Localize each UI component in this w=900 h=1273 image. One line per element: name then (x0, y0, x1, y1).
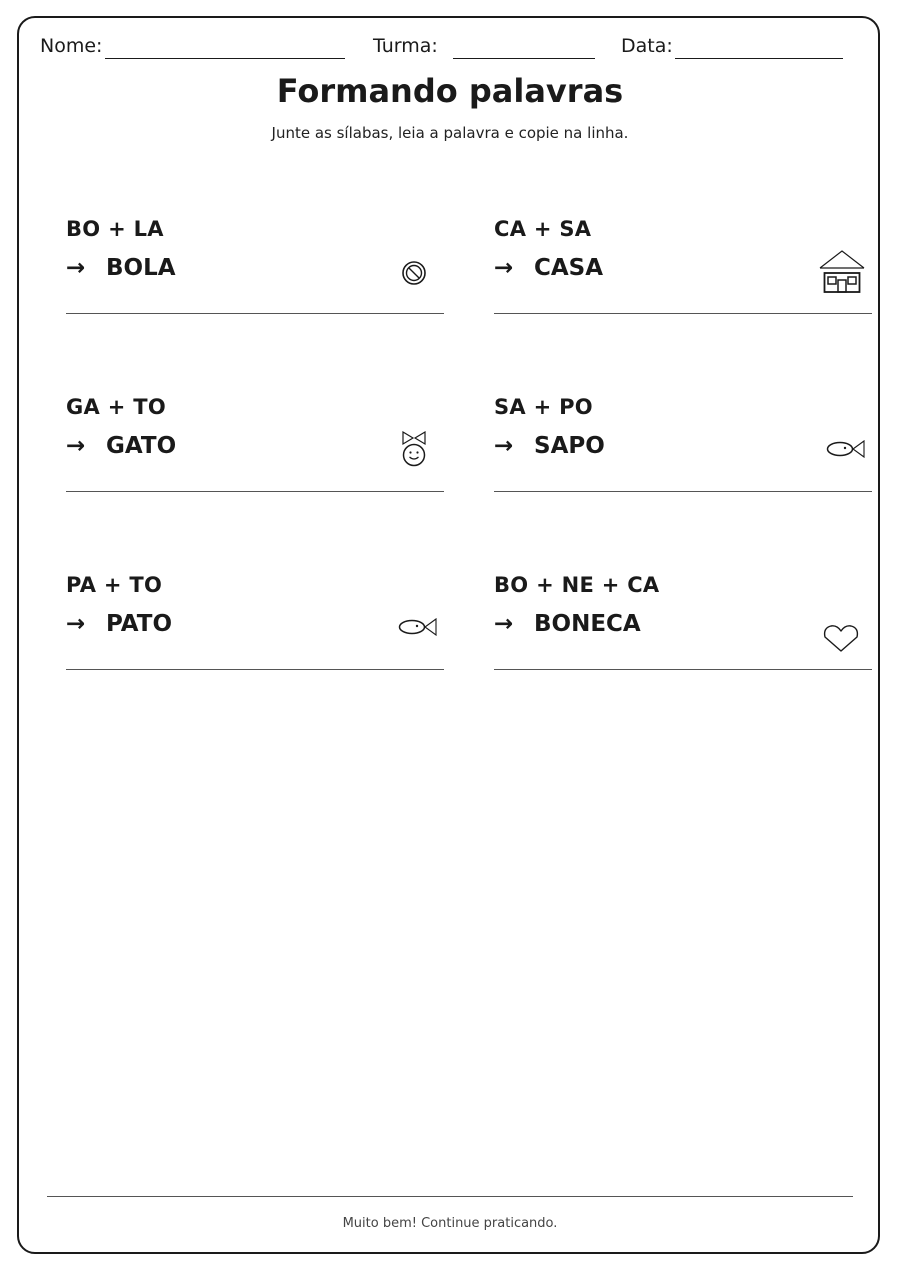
footer-text: Muito bem! Continue praticando. (342, 1216, 558, 1231)
word-text: BOLA (106, 255, 176, 281)
arrow-icon: → (494, 255, 514, 281)
copy-line[interactable] (66, 669, 444, 670)
copy-line[interactable] (494, 491, 872, 492)
arrow-icon: → (494, 611, 514, 637)
date-label: Data: (621, 35, 673, 57)
word-item (66, 217, 446, 317)
class-label: Turma: (373, 35, 438, 57)
word (494, 433, 605, 459)
class-field[interactable] (453, 58, 595, 59)
syllables: GA + TO (66, 395, 166, 419)
word-item (494, 573, 874, 673)
word-item (66, 395, 446, 495)
fish-icon (398, 615, 438, 639)
syllables: PA + TO (66, 573, 163, 597)
word (494, 255, 603, 281)
syllables: BO + NE + CA (494, 573, 660, 597)
syllables: CA + SA (494, 217, 592, 241)
copy-line[interactable] (494, 313, 872, 314)
fish-icon (826, 437, 866, 461)
word-item (494, 395, 874, 495)
house-icon (818, 249, 866, 295)
arrow-icon: → (66, 255, 86, 281)
word (494, 611, 641, 637)
copy-line[interactable] (494, 669, 872, 670)
instructions: Junte as sílabas, leia a palavra e copie na linha. (271, 124, 629, 142)
word-text: GATO (106, 433, 177, 459)
arrow-icon: → (494, 433, 514, 459)
name-label: Nome: (40, 35, 103, 57)
footer-divider (47, 1196, 853, 1197)
word-text: BONECA (534, 611, 641, 637)
copy-line[interactable] (66, 313, 444, 314)
name-field[interactable] (105, 58, 345, 59)
word (66, 611, 172, 637)
page-title: Formando palavras (276, 72, 624, 110)
word-text: PATO (106, 611, 173, 637)
word-item (66, 573, 446, 673)
date-field[interactable] (675, 58, 843, 59)
cat-icon (400, 430, 428, 468)
word-text: CASA (534, 255, 604, 281)
word-text: SAPO (534, 433, 605, 459)
ball-icon (400, 259, 428, 287)
arrow-icon: → (66, 433, 86, 459)
syllables: BO + LA (66, 217, 164, 241)
word-item (494, 217, 874, 317)
copy-line[interactable] (66, 491, 444, 492)
word (66, 433, 176, 459)
heart-icon (822, 621, 860, 655)
word (66, 255, 176, 281)
syllables: SA + PO (494, 395, 593, 419)
arrow-icon: → (66, 611, 86, 637)
